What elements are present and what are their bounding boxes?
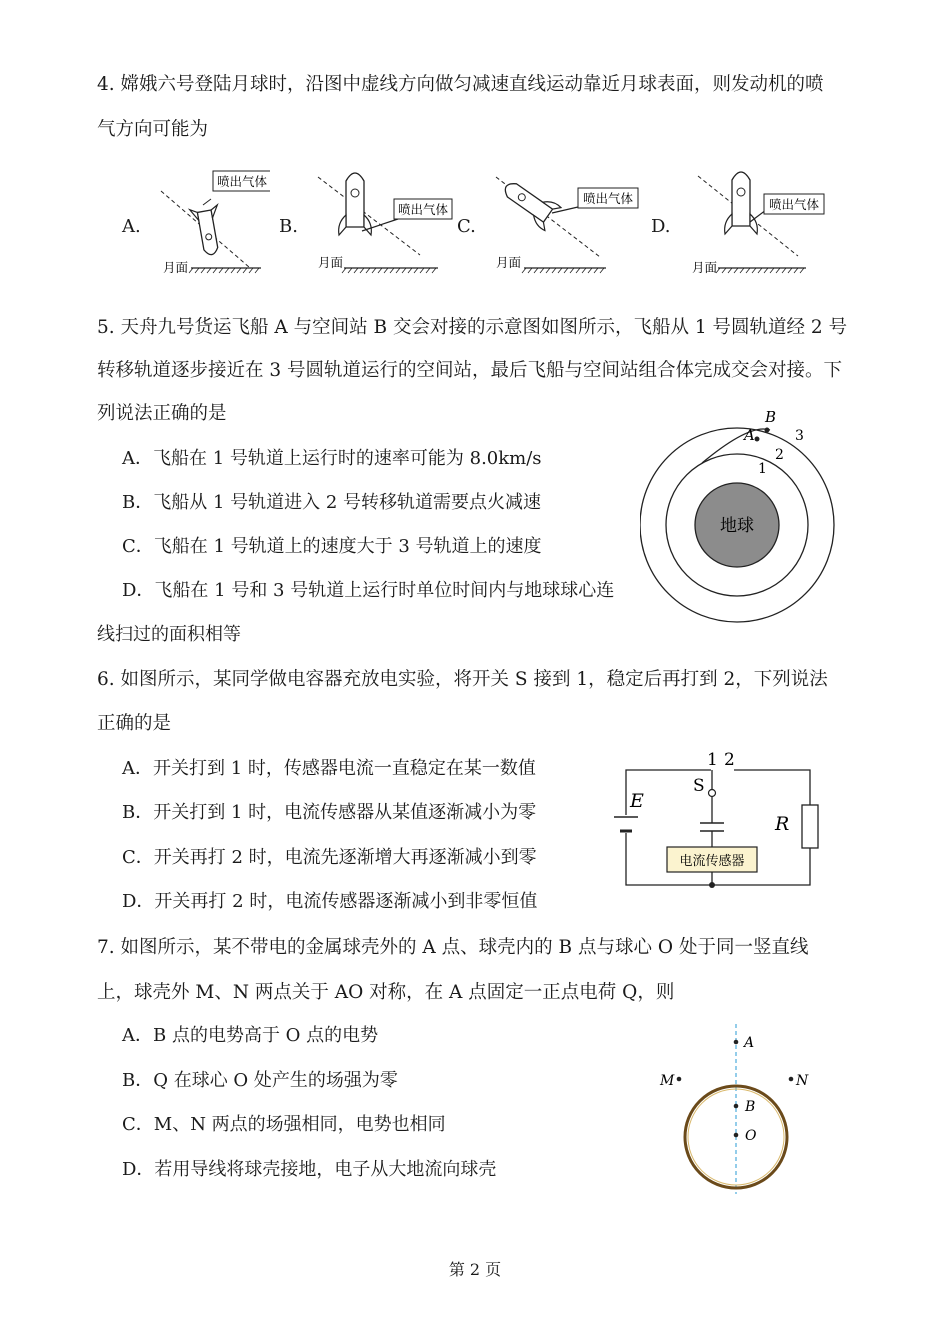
point-a-label: A — [744, 1035, 755, 1051]
q4-option-d-label[interactable]: D. — [651, 216, 671, 237]
q4-figure-a — [155, 165, 270, 283]
q4-option-b-label[interactable]: B. — [279, 216, 298, 237]
point-m-label: M — [660, 1073, 675, 1089]
battery-label: E — [630, 790, 644, 812]
q6-circuit-figure — [600, 745, 830, 895]
q7-option-d[interactable]: D．若用导线将球壳接地，电子从大地流向球壳 — [122, 1159, 497, 1180]
point-b-label: B — [765, 408, 777, 426]
resistor-label: R — [775, 813, 790, 835]
q6-option-c[interactable]: C．开关再打 2 时，电流先逐渐增大再逐渐减小到零 — [122, 847, 537, 868]
orbit-1-label: 1 — [758, 461, 767, 477]
point-a — [755, 437, 760, 442]
point-b — [765, 428, 770, 433]
q7-option-c[interactable]: C．M、N 两点的场强相同，电势也相同 — [122, 1114, 446, 1135]
point-m — [677, 1077, 682, 1082]
center-o-label: O — [745, 1128, 757, 1144]
q4-stem-line1: 4. 嫦娥六号登陆月球时，沿图中虚线方向做匀减速直线运动靠近月球表面，则发动机的喷 — [97, 74, 824, 95]
point-b-label: B — [745, 1099, 756, 1115]
q7-stem-line1: 7. 如图所示，某不带电的金属球壳外的 A 点、球壳内的 B 点与球心 O 处于同一竖直线 — [97, 937, 809, 958]
rocket-icon — [498, 175, 561, 231]
rocket-icon — [190, 205, 226, 257]
center-o — [734, 1133, 739, 1138]
q4-option-c-label[interactable]: C. — [457, 216, 476, 237]
q6-stem-line2: 正确的是 — [97, 713, 172, 734]
q6-stem-line1: 6. 如图所示，某同学做电容器充放电实验，将开关 S 接到 1，稳定后再打到 2，下列说法 — [97, 669, 828, 690]
q7-option-a[interactable]: A．B 点的电势高于 O 点的电势 — [122, 1025, 379, 1046]
page-number: 第 2 页 — [448, 1260, 502, 1279]
q7-option-b[interactable]: B．Q 在球心 O 处产生的场强为零 — [122, 1070, 398, 1091]
gas-label-a: 喷出气体 — [216, 174, 268, 189]
orbit-2-label: 2 — [775, 447, 784, 463]
rocket-icon — [725, 172, 758, 234]
q4-figure-b — [310, 165, 460, 283]
switch-pivot — [709, 790, 716, 797]
gas-label-d: 喷出气体 — [768, 197, 820, 212]
q5-stem-line3: 列说法正确的是 — [97, 403, 227, 424]
current-sensor-label: 电流传感器 — [679, 854, 745, 869]
resistor — [802, 805, 818, 848]
ground-label-c: 月面 — [496, 255, 522, 270]
q5-stem-line2: 转移轨道逐步接近在 3 号圆轨道运行的空间站，最后飞船与空间站组合体完成交会对接。下 — [97, 360, 843, 381]
switch-terminal-1: 1 — [707, 750, 718, 770]
q5-orbit-figure — [640, 405, 840, 640]
earth-label: 地球 — [720, 516, 754, 536]
q5-stem-line1: 5. 天舟九号货运飞船 A 与空间站 B 交会对接的示意图如图所示，飞船从 1 号圆轨道经 2 号 — [97, 317, 848, 338]
point-a-label: A — [744, 426, 755, 444]
ground-label-a: 月面 — [163, 260, 189, 275]
q5-option-a[interactable]: A．飞船在 1 号轨道上运行时的速率可能为 8.0km/s — [122, 448, 542, 469]
q4-figure-d — [688, 160, 838, 283]
q4-figure-c — [490, 165, 645, 283]
junction-dot — [709, 882, 715, 888]
q7-sphere-figure — [652, 1022, 822, 1197]
ground-label-b: 月面 — [318, 255, 344, 270]
q6-option-b[interactable]: B．开关打到 1 时，电流传感器从某值逐渐减小为零 — [122, 802, 537, 823]
q5-option-c[interactable]: C．飞船在 1 号轨道上的速度大于 3 号轨道上的速度 — [122, 536, 542, 557]
q6-option-d[interactable]: D．开关再打 2 时，电流传感器逐渐减小到非零恒值 — [122, 891, 538, 912]
orbit-3-label: 3 — [795, 428, 804, 444]
q5-option-d-line1[interactable]: D．飞船在 1 号和 3 号轨道上运行时单位时间内与地球球心连 — [122, 580, 615, 601]
switch-label: S — [693, 776, 705, 796]
gas-label-c: 喷出气体 — [582, 191, 634, 206]
ground-label-d: 月面 — [692, 260, 718, 275]
point-n — [789, 1077, 794, 1082]
rocket-icon — [339, 173, 372, 235]
point-n-label: N — [796, 1073, 809, 1089]
switch-terminal-2: 2 — [724, 750, 735, 770]
q5-option-b[interactable]: B．飞船从 1 号轨道进入 2 号转移轨道需要点火减速 — [122, 492, 542, 513]
q6-option-a[interactable]: A．开关打到 1 时，传感器电流一直稳定在某一数值 — [122, 758, 536, 779]
q4-option-a-label[interactable]: A. — [122, 216, 141, 237]
gas-label-b: 喷出气体 — [397, 202, 449, 217]
q5-option-d-line2[interactable]: 线扫过的面积相等 — [97, 624, 241, 645]
q4-stem-line2: 气方向可能为 — [97, 119, 209, 140]
point-b — [734, 1104, 739, 1109]
point-a — [734, 1040, 739, 1045]
q7-stem-line2: 上，球壳外 M、N 两点关于 AO 对称，在 A 点固定一正点电荷 Q，则 — [97, 982, 675, 1003]
